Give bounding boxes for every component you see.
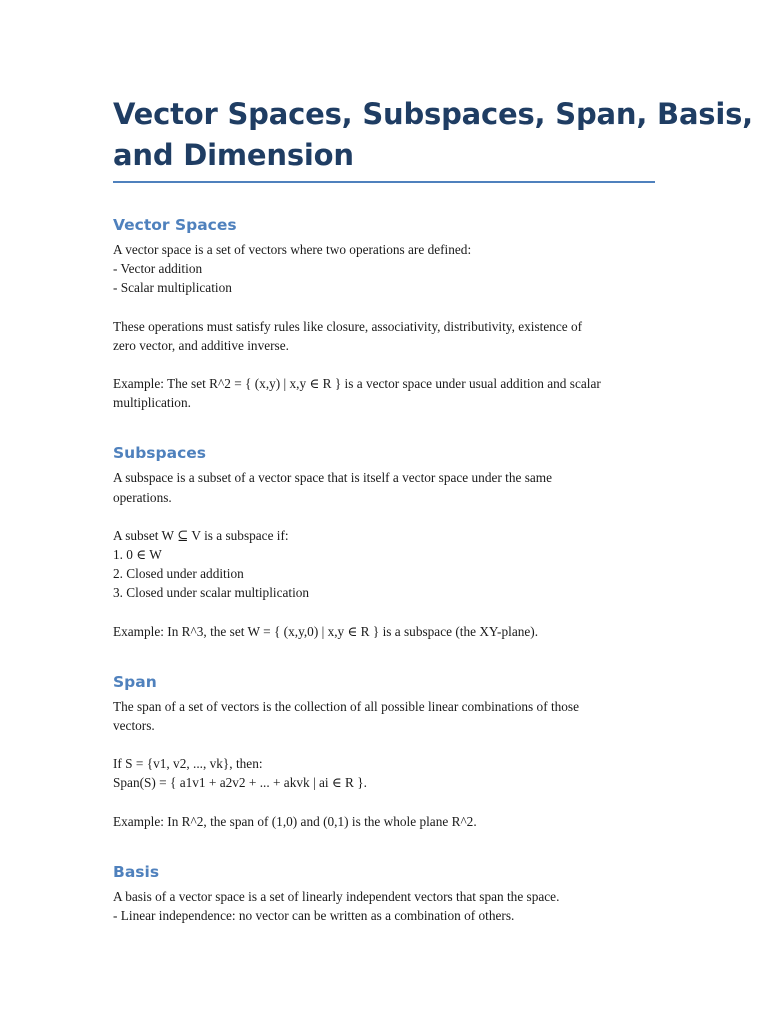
section-heading: Subspaces (113, 444, 206, 463)
text-line: A basis of a vector space is a set of linearly independent vectors that span the space. (113, 888, 560, 904)
text-line: A subspace is a subset of a vector space that is itself a vector space under the same (113, 470, 553, 486)
title-line: and Dimension (113, 138, 354, 172)
paragraph (113, 374, 658, 412)
paragraph (113, 697, 658, 735)
text-line: 3. Closed under scalar multiplication (113, 585, 310, 601)
text-line: 1. 0 ∈ W (113, 547, 162, 563)
text-line: 2. Closed under addition (113, 566, 244, 582)
paragraph (113, 526, 658, 603)
text-line: - Vector addition (113, 261, 203, 277)
paragraph (113, 317, 658, 355)
title-line: Vector Spaces, Subspaces, Span, Basis, (113, 97, 753, 131)
section-vector-spaces (113, 215, 658, 412)
paragraph (113, 812, 658, 831)
text-line: If S = {v1, v2, ..., vk}, then: (113, 756, 263, 772)
section-heading: Vector Spaces (113, 216, 237, 234)
section-span (113, 672, 658, 831)
section-heading: Basis (113, 862, 160, 881)
title-underline (113, 181, 655, 183)
text-line: vectors. (113, 718, 155, 734)
document-page (113, 0, 753, 925)
text-line: multiplication. (113, 395, 191, 411)
paragraph (113, 754, 658, 792)
text-line: The span of a set of vectors is the collection of all possible linear combinations of those (113, 698, 580, 714)
paragraph (113, 887, 658, 925)
text-line: A vector space is a set of vectors where two operations are defined: (113, 242, 472, 257)
text-line: A subset W ⊆ V is a subspace if: (113, 527, 289, 543)
document-title (113, 0, 753, 176)
paragraph (113, 468, 658, 506)
text-line: Example: In R^3, the set W = { (x,y,0) | x,y ∈ R } is a subspace (the XY-plane). (113, 623, 539, 639)
text-line: - Linear independence: no vector can be written as a combination of others. (113, 908, 515, 924)
text-line: These operations must satisfy rules like closure, associativity, distributivity, existence of (113, 318, 583, 334)
paragraph (113, 622, 658, 641)
text-line: operations. (113, 489, 172, 505)
paragraph (113, 240, 658, 298)
section-subspaces (113, 443, 658, 640)
section-heading: Span (113, 672, 157, 691)
text-line: Example: In R^2, the span of (1,0) and (0,1) is the whole plane R^2. (113, 813, 477, 829)
text-line: Example: The set R^2 = { (x,y) | x,y ∈ R } is a vector space under usual addition and scalar (113, 376, 601, 392)
text-line: Span(S) = { a1v1 + a2v2 + ... + akvk | ai ∈ R }. (113, 775, 367, 791)
text-line: - Scalar multiplication (113, 280, 232, 296)
section-basis (113, 862, 658, 925)
text-line: zero vector, and additive inverse. (113, 337, 289, 353)
